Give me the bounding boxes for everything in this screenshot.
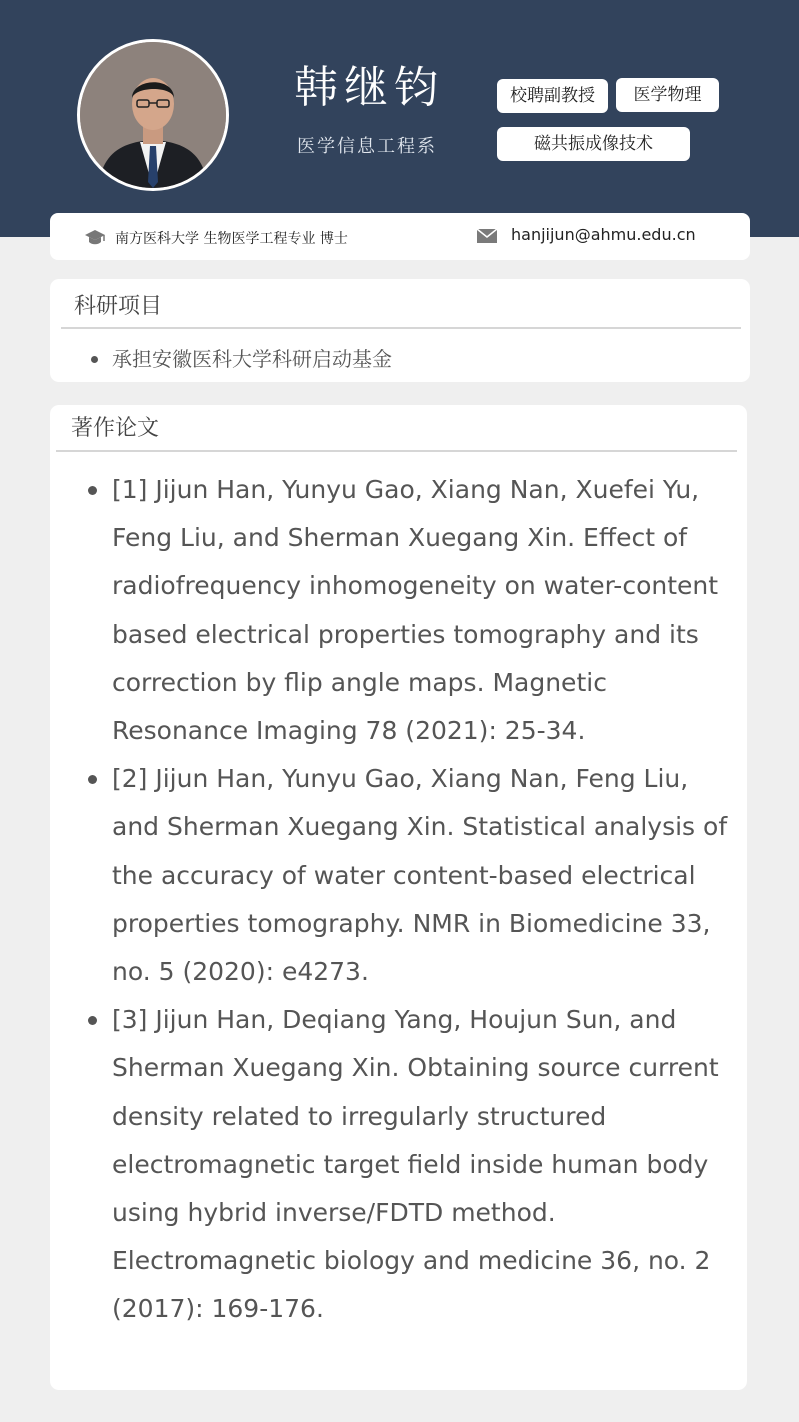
person-name: 韩继钧 [294, 62, 444, 113]
papers-title: 著作论文 [71, 416, 160, 441]
research-title: 科研项目 [74, 294, 163, 319]
list-item: [1] Jijun Han, Yunyu Gao, Xiang Nan, Xuefei Yu, Feng Liu, and Sherman Xuegang Xin. Effect of radiofrequency inhomogeneity on water-content based electrical properties tomography and its correction by flip angle maps. Magnetic Resonance Imaging 78 (2021): 25-34. [86, 466, 741, 755]
list-item: [2] Jijun Han, Yunyu Gao, Xiang Nan, Feng Liu, and Sherman Xuegang Xin. Statistical analysis of the accuracy of water content-based electrical properties tomography. NMR in Biomedicine 33, no. 5 (2020): e4273. [86, 755, 741, 996]
department-label: 医学信息工程系 [297, 136, 437, 157]
graduation-cap-icon [84, 228, 106, 250]
tag-title: 校聘副教授 [497, 79, 608, 113]
list-item: 承担安徽医科大学科研启动基金 [88, 344, 392, 374]
education-text: 南方医科大学 生物医学工程专业 博士 [115, 231, 348, 247]
research-list [88, 344, 392, 374]
research-divider [61, 327, 741, 329]
envelope-icon [476, 228, 498, 248]
email-link[interactable]: hanjijun@ahmu.edu.cn [511, 225, 696, 244]
papers-divider [56, 450, 737, 452]
tag-specialty: 磁共振成像技术 [497, 127, 690, 161]
avatar [77, 39, 229, 191]
list-item: [3] Jijun Han, Deqiang Yang, Houjun Sun, and Sherman Xuegang Xin. Obtaining source current density related to irregularly structured electromagnetic target field inside human body using hybrid inverse/FDTD method. Electromagnetic biology and medicine 36, no. 2 (2017): 169-176. [86, 996, 741, 1333]
papers-list [86, 466, 741, 1334]
tag-field: 医学物理 [616, 78, 719, 112]
